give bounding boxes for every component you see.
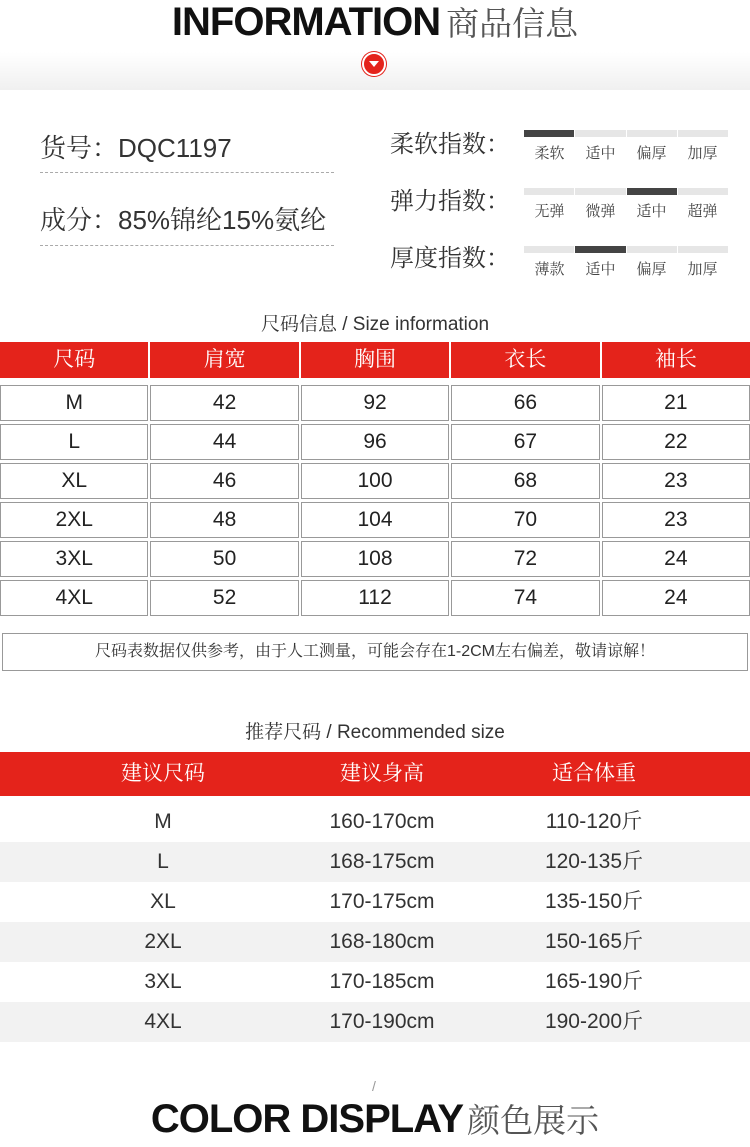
table-row	[0, 580, 750, 616]
scale-labels	[524, 258, 728, 279]
size-header-cell: 尺码	[0, 342, 148, 378]
table-row	[0, 842, 750, 882]
table-cell: 42	[150, 385, 298, 421]
scale-labels	[524, 200, 728, 221]
table-cell: 22	[602, 424, 750, 460]
table-cell: M	[154, 810, 172, 833]
table-cell: 170-185cm	[329, 970, 435, 993]
table-cell: XL	[0, 463, 148, 499]
table-cell: 46	[150, 463, 298, 499]
recommended-header-cell: 建议身高	[340, 762, 424, 785]
product-material-label: 成分：	[40, 205, 119, 235]
table-row	[0, 882, 750, 922]
table-row	[0, 962, 750, 1002]
table-cell: 4XL	[0, 580, 148, 616]
chevron-down-icon	[362, 52, 386, 76]
scale-option: 适中	[636, 203, 667, 220]
table-cell: 170-175cm	[329, 890, 435, 913]
color-display-title	[0, 1094, 750, 1147]
scale-segment	[524, 188, 574, 195]
header-title-en: INFORMATION	[171, 0, 441, 44]
table-cell: 74	[451, 580, 599, 616]
table-cell: 72	[451, 541, 599, 577]
size-header-cell: 衣长	[451, 342, 599, 378]
scale-option: 超弹	[687, 203, 718, 220]
table-cell: L	[0, 424, 148, 460]
table-cell: 170-190cm	[329, 1010, 435, 1033]
table-cell: 100	[301, 463, 449, 499]
table-cell: 48	[150, 502, 298, 538]
scale-segment-active	[524, 130, 574, 137]
recommended-table-header	[0, 752, 750, 796]
table-cell: 3XL	[0, 541, 148, 577]
scale-segment	[627, 246, 677, 253]
recommended-header-cell: 建议尺码	[121, 762, 205, 785]
scale-segment-active	[575, 246, 625, 253]
table-cell: 112	[301, 580, 449, 616]
header-title	[0, 0, 750, 53]
thickness-index-label: 厚度指数：	[390, 245, 510, 272]
scale-option: 无弹	[534, 203, 565, 220]
table-cell: 68	[451, 463, 599, 499]
table-cell: 96	[301, 424, 449, 460]
table-row	[0, 802, 750, 842]
table-cell: 66	[451, 385, 599, 421]
scale-segment	[575, 188, 625, 195]
table-cell: M	[0, 385, 148, 421]
table-cell: 4XL	[144, 1010, 182, 1033]
table-cell: 190-200斤	[544, 1010, 644, 1033]
recommended-table	[0, 752, 750, 1042]
scale-option: 偏厚	[636, 145, 667, 162]
product-code-label: 货号：	[40, 133, 119, 163]
table-cell: 50	[150, 541, 298, 577]
divider	[40, 172, 334, 173]
product-code-value: DQC1197	[118, 133, 232, 163]
scale-option: 加厚	[687, 261, 718, 278]
table-cell: 165-190斤	[544, 970, 644, 993]
table-cell: 3XL	[144, 970, 182, 993]
color-display-header	[0, 1078, 750, 1147]
table-cell: 135-150斤	[544, 890, 644, 913]
size-header-cell: 袖长	[602, 342, 750, 378]
elasticity-index-scale	[524, 188, 728, 228]
recommended-header-cell: 适合体重	[552, 762, 636, 785]
table-cell: 108	[301, 541, 449, 577]
softness-index-scale	[524, 130, 728, 170]
table-cell: 168-175cm	[329, 850, 435, 873]
table-cell: 2XL	[0, 502, 148, 538]
table-row	[0, 541, 750, 577]
table-cell: 67	[451, 424, 599, 460]
scale-option: 柔软	[534, 145, 565, 162]
table-cell: 24	[602, 541, 750, 577]
scale-option: 偏厚	[636, 261, 667, 278]
scale-bar	[524, 130, 728, 137]
product-code	[40, 128, 232, 165]
table-row	[0, 385, 750, 421]
table-cell: XL	[150, 890, 176, 913]
table-cell: 21	[602, 385, 750, 421]
table-cell: 168-180cm	[329, 930, 435, 953]
table-cell: 92	[301, 385, 449, 421]
scale-segment	[627, 130, 677, 137]
color-display-title-cn: 颜色展示	[467, 1102, 600, 1139]
table-cell: 2XL	[144, 930, 182, 953]
table-cell: 150-165斤	[544, 930, 644, 953]
scale-option: 适中	[585, 145, 616, 162]
elasticity-index-label: 弹力指数：	[390, 188, 510, 215]
softness-index-label: 柔软指数：	[390, 131, 510, 158]
scale-segment	[678, 130, 728, 137]
product-material	[40, 200, 326, 237]
table-cell: 44	[150, 424, 298, 460]
information-header	[0, 0, 750, 90]
size-header-cell: 肩宽	[150, 342, 298, 378]
table-row	[0, 922, 750, 962]
scale-option: 适中	[585, 261, 616, 278]
scale-labels	[524, 142, 728, 163]
size-info-title: 尺码信息 / Size information	[260, 314, 490, 335]
table-cell: L	[157, 850, 169, 873]
table-cell: 120-135斤	[544, 850, 644, 873]
table-cell: 52	[150, 580, 298, 616]
recommended-size-title: 推荐尺码 / Recommended size	[245, 722, 505, 743]
divider	[40, 245, 334, 246]
table-cell: 23	[602, 502, 750, 538]
scale-option: 微弹	[585, 203, 616, 220]
table-cell: 24	[602, 580, 750, 616]
table-cell: 160-170cm	[329, 810, 435, 833]
scale-option: 薄款	[534, 261, 565, 278]
table-row	[0, 1002, 750, 1042]
scale-segment	[678, 246, 728, 253]
scale-segment	[575, 130, 625, 137]
scale-segment	[678, 188, 728, 195]
table-row	[0, 424, 750, 460]
size-table-header	[0, 342, 750, 378]
table-row	[0, 502, 750, 538]
table-cell: 110-120斤	[545, 810, 643, 833]
header-title-cn: 商品信息	[446, 5, 579, 42]
size-table	[0, 342, 750, 616]
size-header-cell: 胸围	[301, 342, 449, 378]
thickness-index-scale	[524, 246, 728, 286]
scale-segment-active	[627, 188, 677, 195]
color-display-title-en: COLOR DISPLAY	[150, 1097, 464, 1141]
size-note: 尺码表数据仅供参考，由于人工测量，可能会存在1-2CM左右偏差，敬请谅解！	[2, 633, 748, 671]
scale-option: 加厚	[687, 145, 718, 162]
slash-mark: /	[372, 1078, 376, 1094]
scale-bar	[524, 246, 728, 253]
table-cell: 23	[602, 463, 750, 499]
scale-bar	[524, 188, 728, 195]
table-row	[0, 463, 750, 499]
product-material-value: 85%锦纶15%氨纶	[118, 205, 327, 235]
table-cell: 104	[301, 502, 449, 538]
table-cell: 70	[451, 502, 599, 538]
scale-segment	[524, 246, 574, 253]
